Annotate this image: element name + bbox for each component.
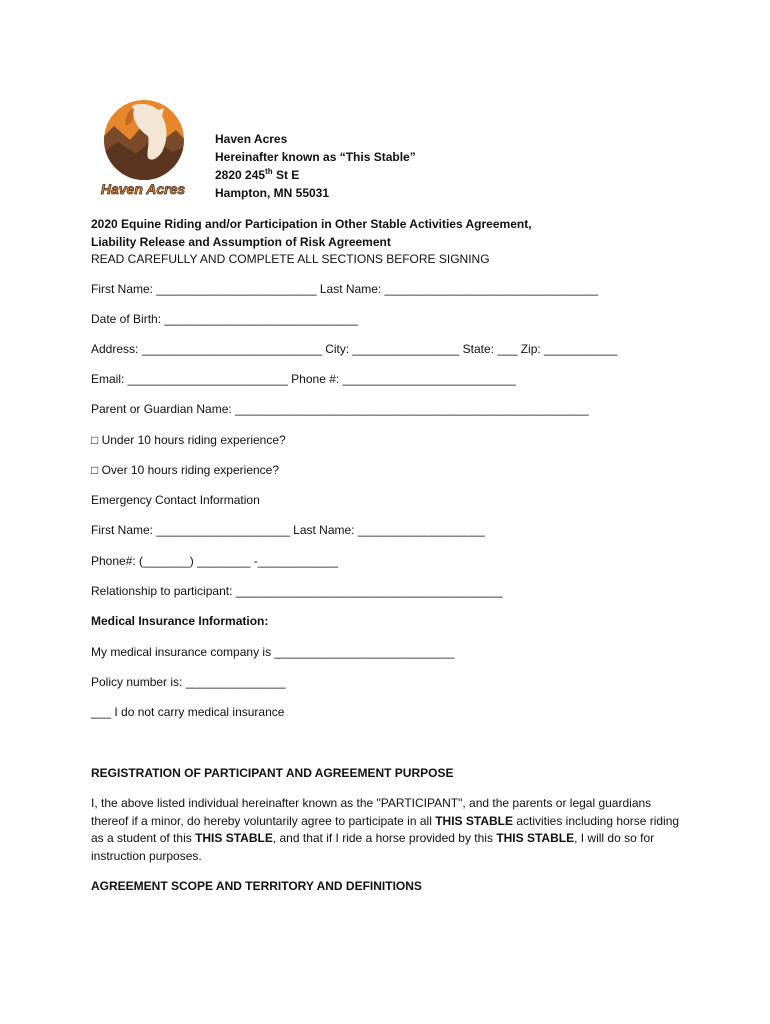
stable-header [215,130,416,202]
over-10-hours-checkbox[interactable]: □ Over 10 hours riding experience? [91,463,280,477]
para-text-4: , I will do so for instruction purposes. [91,831,655,863]
para-bold-1: THIS STABLE [435,813,513,828]
para-bold-2: THIS STABLE [195,831,273,845]
policy-number-field[interactable]: Policy number is: _______________ [91,675,286,689]
agreement-scope-heading: AGREEMENT SCOPE AND TERRITORY AND DEFINITIONS [91,879,422,893]
stable-name: Haven Acres [215,132,288,146]
para-bold-3: THIS STABLE [496,831,575,845]
logo-text: Haven Acres [100,181,186,197]
agreement-title [91,216,532,269]
registration-paragraph [91,795,681,865]
para-text-3: , and that if I ride a horse provided by this [272,831,497,845]
registration-heading: REGISTRATION OF PARTICIPANT AND AGREEMENT PURPOSE [91,766,454,780]
street-name: St E [272,168,300,182]
medical-insurance-heading: Medical Insurance Information: [91,614,269,628]
no-insurance-field[interactable]: ___ I do not carry medical insurance [91,705,285,719]
title-line-1: 2020 Equine Riding and/or Participation in Other Stable Activities Agreement, [91,217,532,231]
title-line-2: Liability Release and Assumption of Risk Agreement [91,234,391,249]
stable-address-line2: Hampton, MN 55031 [215,186,330,200]
address-field[interactable]: Address: ___________________________ City: ________________ State: ___ Zip: ___________ [91,342,618,356]
under-10-hours-checkbox[interactable]: □ Under 10 hours riding experience? [91,433,286,447]
para-text-2: activities including horse riding as a student of this [91,813,680,845]
haven-acres-logo [92,96,194,202]
ordinal-suffix: th [265,167,273,176]
title-instructions: READ CAREFULLY AND COMPLETE ALL SECTIONS BEFORE SIGNING [91,252,490,266]
guardian-name-field[interactable]: Parent or Guardian Name: _____________________________________________________ [91,402,589,416]
stable-alias: Hereinafter known as “This Stable” [215,150,416,164]
para-text-1: I, the above listed individual hereinafter known as the "PARTICIPANT", and the parents or legal guardians thereof if a minor, do hereby voluntarily agree to participate in all [91,796,652,828]
emergency-phone-field[interactable]: Phone#: (_______) ________ -____________ [91,554,338,568]
insurance-company-field[interactable]: My medical insurance company is ___________________________ [91,645,455,659]
relationship-field[interactable]: Relationship to participant: ________________________________________ [91,584,503,598]
participant-name-field[interactable]: First Name: ________________________ Last Name: ________________________________ [91,282,599,296]
emergency-contact-heading: Emergency Contact Information [91,493,260,507]
emergency-name-field[interactable]: First Name: ____________________ Last Name: ___________________ [91,523,485,537]
email-phone-field[interactable]: Email: ________________________ Phone #: __________________________ [91,372,517,386]
stable-address-line1 [215,166,416,184]
date-of-birth-field[interactable]: Date of Birth: _____________________________ [91,312,358,326]
street-number: 2820 245 [215,168,266,182]
